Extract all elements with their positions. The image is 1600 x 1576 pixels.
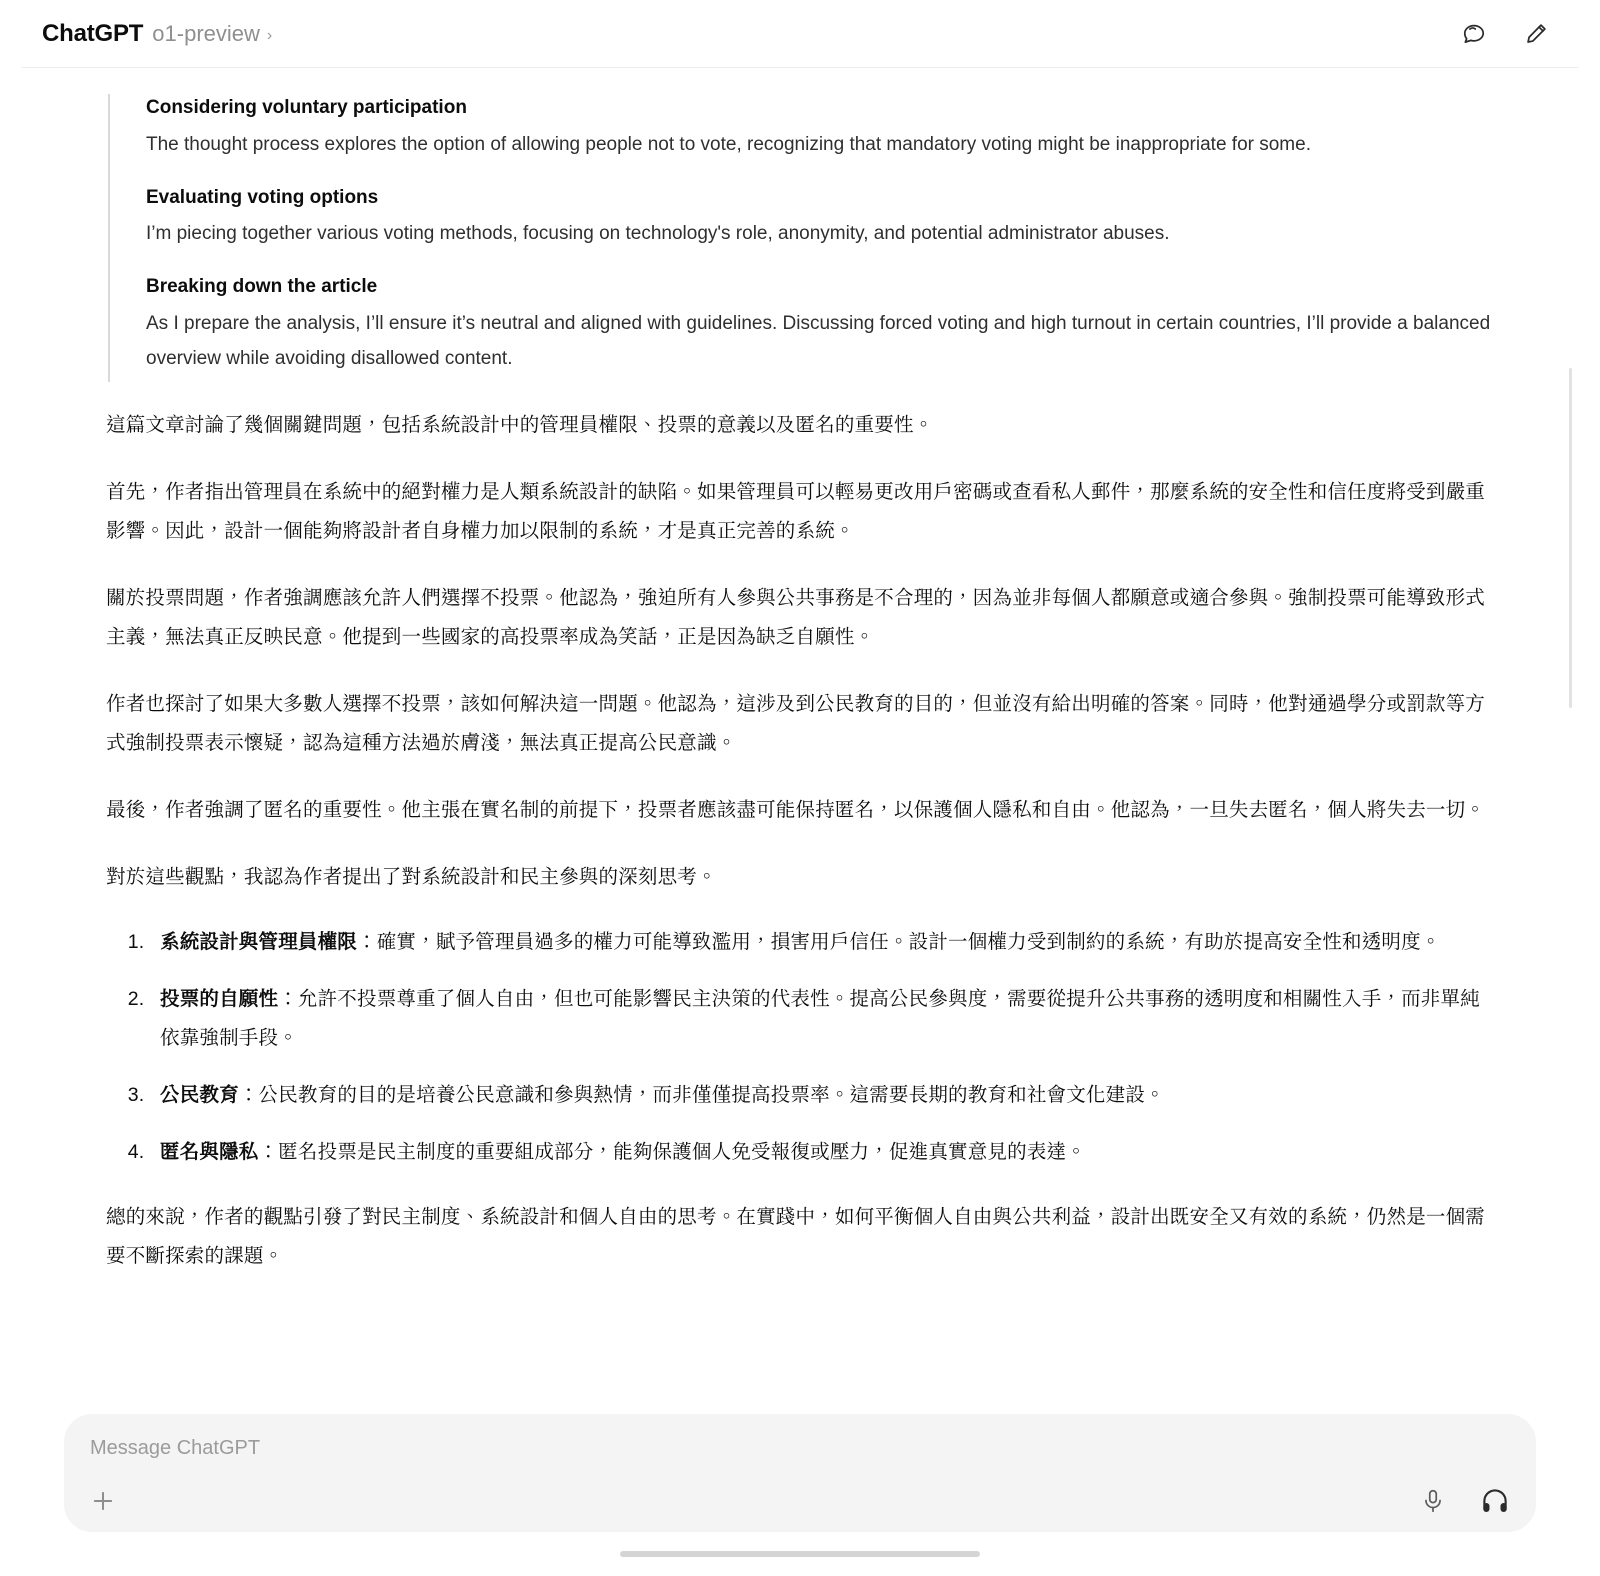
header-actions	[1458, 18, 1552, 50]
composer-right-actions	[1420, 1486, 1510, 1516]
home-indicator	[620, 1551, 980, 1557]
reasoning-step-title: Evaluating voting options	[146, 186, 379, 208]
list-item-text: ：允許不投票尊重了個人自由，但也可能影響民主決策的代表性。提高公民參與度，需要從提升公共事務的透明度和相關性入手，而非單純依靠強制手段。	[160, 988, 1480, 1050]
model-name: o1-preview	[152, 20, 260, 46]
reasoning-step	[146, 94, 1494, 162]
reasoning-step	[146, 273, 1494, 376]
list-item-text: ：公民教育的目的是培養公民意識和參與熱情，而非僅僅提高投票率。這需要長期的教育和社會文化建設。	[238, 1084, 1165, 1107]
message-input[interactable]	[64, 1414, 1536, 1532]
list-item-text: ：匿名投票是民主制度的重要組成部分，能夠保護個人免受報復或壓力，促進真實意見的表達。	[258, 1141, 1086, 1164]
answer-paragraph: 作者也探討了如果大多數人選擇不投票，該如何解決這一問題。他認為，這涉及到公民教育的目的，但並沒有給出明確的答案。同時，他對通過學分或罰款等方式強制投票表示懷疑，認為這種方法過於膚淺，無法真正提高公民意識。	[106, 693, 1486, 755]
assistant-message	[22, 68, 1578, 1314]
chatgpt-app-window	[22, 0, 1578, 1576]
app-title: ChatGPT	[42, 19, 144, 47]
new-chat-icon[interactable]	[1520, 18, 1552, 50]
answer-closing-paragraph: 總的來說，作者的觀點引發了對民主制度、系統設計和個人自由的思考。在實踐中，如何平衡個人自由與公共利益，設計出既安全又有效的系統，仍然是一個需要不斷探索的課題。	[106, 1206, 1486, 1268]
answer-paragraph: 關於投票問題，作者強調應該允許人們選擇不投票。他認為，強迫所有人參與公共事務是不合理的，因為並非每個人都願意或適合參與。強制投票可能導致形式主義，無法真正反映民意。他提到一些國家的高投票率成為笑話，正是因為缺乏自願性。	[106, 587, 1486, 649]
answer-numbered-list	[106, 923, 1494, 1172]
answer-paragraph: 首先，作者指出管理員在系統中的絕對權力是人類系統設計的缺陷。如果管理員可以輕易更改用戶密碼或查看私人郵件，那麼系統的安全性和信任度將受到嚴重影響。因此，設計一個能夠將設計者自身權力加以限制的系統，才是真正完善的系統。	[106, 481, 1486, 543]
list-item	[150, 980, 1494, 1058]
plus-icon[interactable]	[88, 1486, 118, 1516]
reasoning-step-title: Breaking down the article	[146, 276, 378, 298]
microphone-icon[interactable]	[1420, 1488, 1446, 1514]
home-indicator-area	[22, 1532, 1578, 1576]
headphones-icon[interactable]	[1480, 1486, 1510, 1516]
reasoning-step	[146, 184, 1494, 252]
answer-paragraph: 對於這些觀點，我認為作者提出了對系統設計和民主參與的深刻思考。	[106, 866, 717, 889]
reasoning-block	[108, 94, 1494, 382]
list-item	[150, 1133, 1494, 1172]
list-item-term: 投票的自願性	[160, 988, 279, 1011]
composer-toolbar	[88, 1486, 1510, 1516]
answer-paragraph: 最後，作者強調了匿名的重要性。他主張在實名制的前提下，投票者應該盡可能保持匿名，以保護個人隱私和自由。他認為，一旦失去匿名，個人將失去一切。	[106, 799, 1486, 822]
conversation-scroll-area[interactable]	[22, 68, 1578, 1400]
reasoning-step-body: The thought process explores the option of allowing people not to vote, recognizing that mandatory voting might be inappropriate for some.	[146, 133, 1311, 155]
chevron-right-icon: ›	[266, 26, 273, 44]
app-header	[22, 0, 1578, 68]
list-item	[150, 923, 1494, 962]
reasoning-step-body: I’m piecing together various voting methods, focusing on technology's role, anonymity, and potential administrator abuses.	[146, 223, 1170, 245]
list-item	[150, 1076, 1494, 1115]
reasoning-step-body: As I prepare the analysis, I’ll ensure it’s neutral and aligned with guidelines. Discussing forced voting and high turnout in certain countries, I’ll provide a balanced overview while avoiding disallowed content.	[146, 312, 1491, 370]
list-item-term: 匿名與隱私	[160, 1141, 259, 1164]
composer-container	[22, 1400, 1578, 1532]
reasoning-step-title: Considering voluntary participation	[146, 97, 467, 118]
answer-paragraph: 這篇文章討論了幾個關鍵問題，包括系統設計中的管理員權限、投票的意義以及匿名的重要性。	[106, 414, 934, 437]
temporary-chat-icon[interactable]	[1458, 18, 1490, 50]
list-item-term: 系統設計與管理員權限	[160, 931, 358, 954]
message-input-placeholder: Message ChatGPT	[90, 1437, 261, 1459]
model-selector[interactable]	[42, 20, 272, 48]
list-item-text: ：確實，賦予管理員過多的權力可能導致濫用，損害用戶信任。設計一個權力受到制約的系統，有助於提高安全性和透明度。	[357, 931, 1441, 954]
scrollbar-thumb[interactable]	[1569, 368, 1572, 708]
list-item-term: 公民教育	[160, 1084, 239, 1107]
